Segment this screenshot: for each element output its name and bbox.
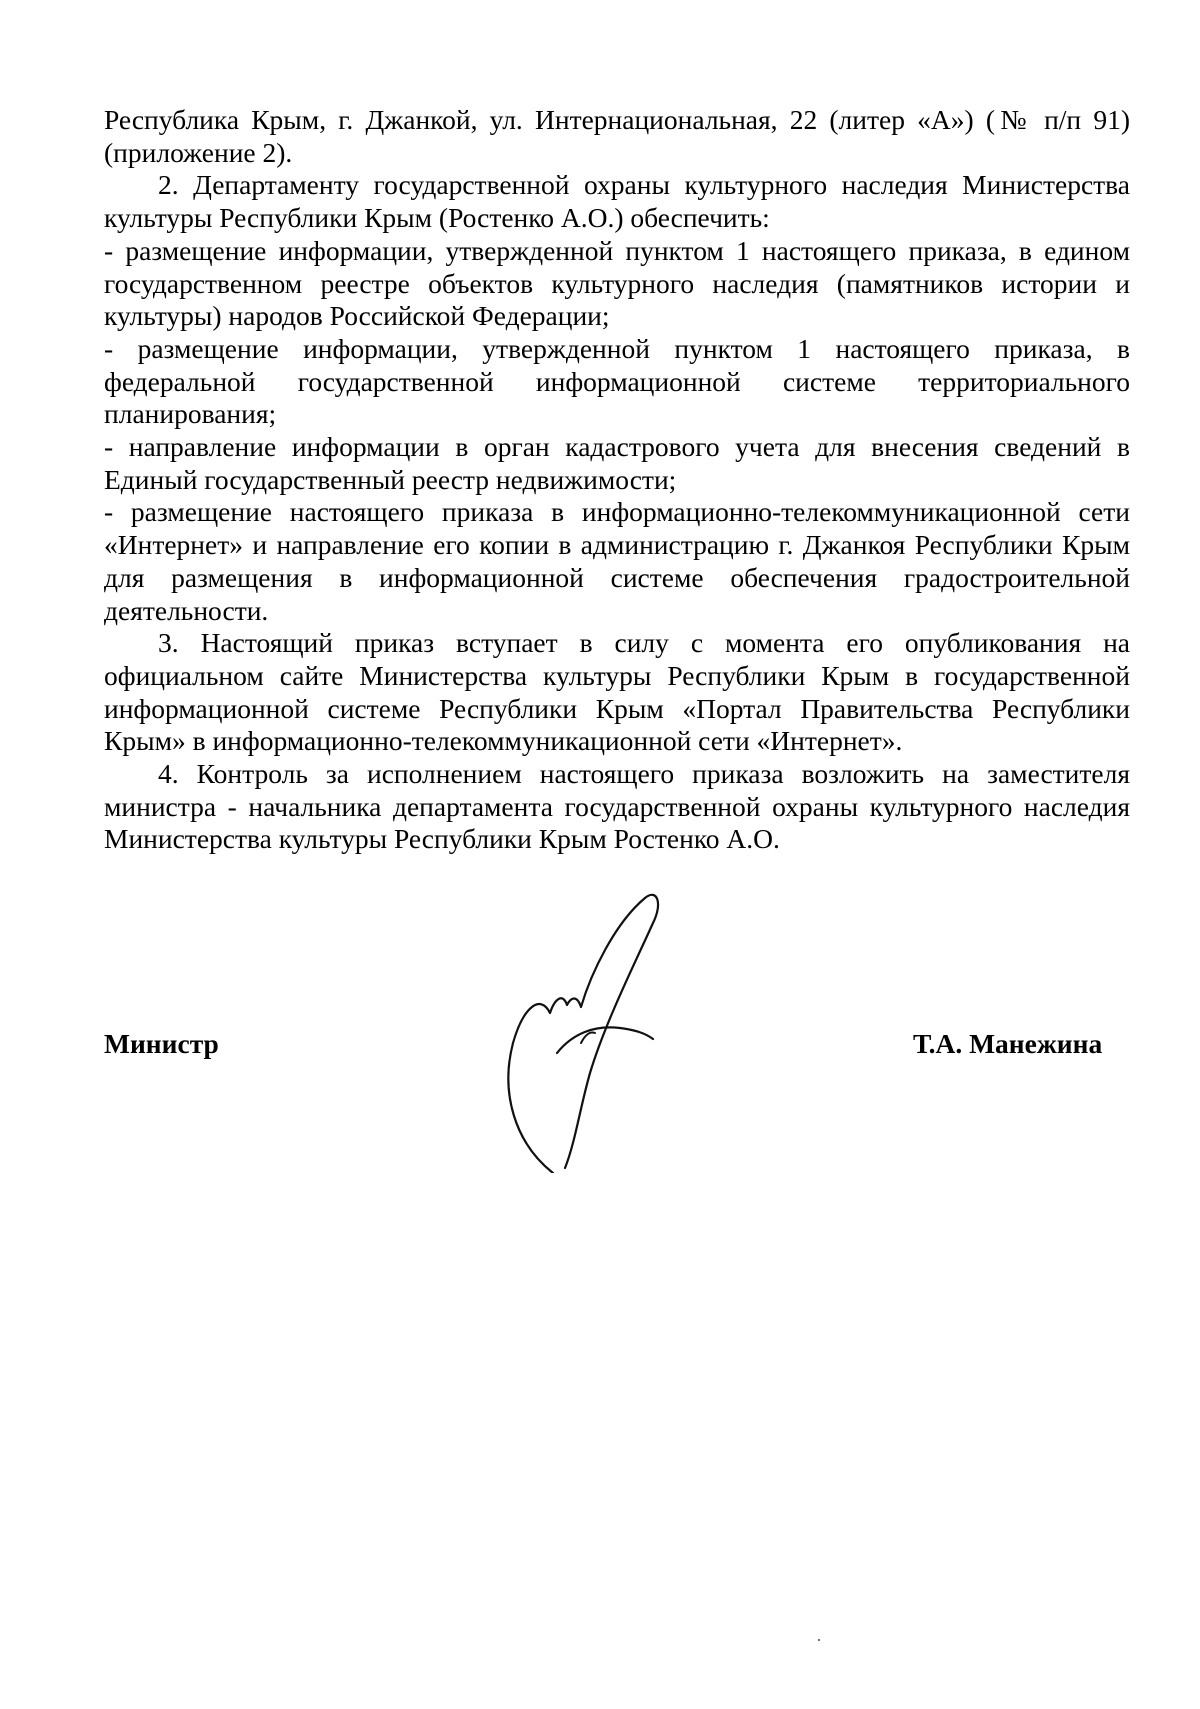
signatory-title: Министр <box>104 1028 219 1059</box>
document-body <box>104 104 1130 856</box>
scan-speck <box>818 1639 820 1641</box>
paragraph-item-3: 3. Настоящий приказ вступает в силу с момента его опубликования на официальном сайте Министерства культуры Республики Крым в государственной информационной системе Республики Крым «Портал Правительства Республики Крым» в информационно-телекоммуникационной сети «Интернет». <box>104 627 1130 757</box>
signatory-name: Т.А. Манежина <box>913 1028 1103 1059</box>
paragraph-bullet-internet: - размещение настоящего приказа в информационно-телекоммуникационной сети «Интернет» и направление его копии в администрацию г. Джанкоя Республики Крым для размещения в информационной системе обеспечения градостроительной деятельности. <box>104 496 1130 626</box>
paragraph-bullet-cadastre: - направление информации в орган кадастрового учета для внесения сведений в Единый государственный реестр недвижимости; <box>104 431 1130 495</box>
paragraph-address: Республика Крым, г. Джанкой, ул. Интернациональная, 22 (литер «А») (№ п/п 91) (приложение 2). <box>104 104 1130 168</box>
signature-block <box>0 893 1200 1193</box>
paragraph-bullet-planning: - размещение информации, утвержденной пунктом 1 настоящего приказа, в федеральной государственной информационной системе территориального планирования; <box>104 332 1130 430</box>
paragraph-item-4: 4. Контроль за исполнением настоящего приказа возложить на заместителя министра - начальника департамента государственной охраны культурного наследия Министерства культуры Республики Крым Ростенко А.О. <box>104 758 1130 855</box>
paragraph-bullet-registry: - размещение информации, утвержденной пунктом 1 настоящего приказа, в едином государственном реестре объектов культурного наследия (памятников истории и культуры) народов Российской Федерации; <box>104 234 1130 332</box>
handwritten-signature-icon <box>495 893 685 1173</box>
paragraph-item-2: 2. Департаменту государственной охраны культурного наследия Министерства культуры Республики Крым (Ростенко А.О.) обеспечить: <box>104 169 1130 234</box>
